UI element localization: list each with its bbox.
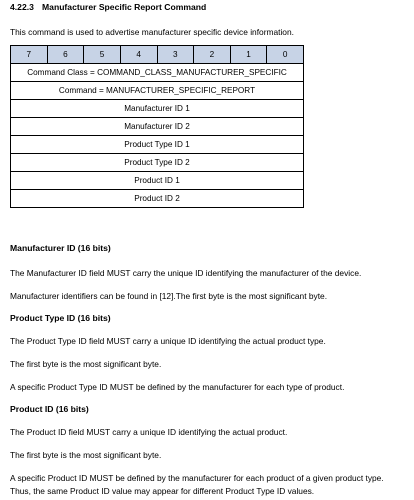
product-id-paragraph-1: The Product ID field MUST carry a unique ID identifying the actual product.	[10, 427, 288, 437]
table-row	[11, 100, 304, 118]
product-id-paragraph-3-line-2: Thus, the same Product ID value may appear for different Product Type ID values.	[10, 486, 315, 496]
table-row	[11, 82, 304, 100]
manufacturer-id-paragraph-1: The Manufacturer ID field MUST carry the unique ID identifying the manufacturer of the device.	[10, 268, 362, 278]
product-id-2-cell: Product ID 2	[11, 190, 304, 208]
product-type-id-paragraph-3: A specific Product Type ID MUST be defined by the manufacturer for each type of product.	[10, 382, 345, 392]
product-id-heading: Product ID (16 bits)	[10, 404, 89, 414]
manufacturer-id-1-cell: Manufacturer ID 1	[11, 100, 304, 118]
table-row	[11, 64, 304, 82]
section-title-text: Manufacturer Specific Report Command	[42, 2, 207, 12]
manufacturer-id-paragraph-2: Manufacturer identifiers can be found in [12].The first byte is the most significant byte.	[10, 291, 328, 301]
bit-1-cell: 1	[230, 46, 267, 64]
table-row	[11, 190, 304, 208]
table-row	[11, 136, 304, 154]
product-id-1-cell: Product ID 1	[11, 172, 304, 190]
product-id-paragraph-3-line-1: A specific Product ID MUST be defined by the manufacturer for each product of a given product type.	[10, 473, 384, 483]
bit-4-cell: 4	[120, 46, 157, 64]
product-type-id-paragraph-1: The Product Type ID field MUST carry a unique ID identifying the actual product type.	[10, 336, 326, 346]
section-number: 4.22.3	[10, 2, 34, 12]
product-type-id-1-cell: Product Type ID 1	[11, 136, 304, 154]
bit-0-cell: 0	[267, 46, 304, 64]
product-type-id-paragraph-2: The first byte is the most significant byte.	[10, 359, 162, 369]
product-type-id-2-cell: Product Type ID 2	[11, 154, 304, 172]
section-title	[10, 2, 206, 12]
table-row	[11, 154, 304, 172]
command-class-cell: Command Class = COMMAND_CLASS_MANUFACTURER_SPECIFIC	[11, 64, 304, 82]
table-row	[11, 172, 304, 190]
product-id-paragraph-2: The first byte is the most significant byte.	[10, 450, 162, 460]
bit-6-cell: 6	[47, 46, 84, 64]
product-type-id-heading: Product Type ID (16 bits)	[10, 313, 111, 323]
command-cell: Command = MANUFACTURER_SPECIFIC_REPORT	[11, 82, 304, 100]
bit-5-cell: 5	[84, 46, 121, 64]
table-row	[11, 118, 304, 136]
bit-header-row	[11, 46, 304, 64]
bit-3-cell: 3	[157, 46, 194, 64]
bit-2-cell: 2	[194, 46, 231, 64]
bit-7-cell: 7	[11, 46, 48, 64]
intro-paragraph: This command is used to advertise manufacturer specific device information.	[10, 27, 294, 37]
command-format-table	[10, 45, 304, 208]
manufacturer-id-2-cell: Manufacturer ID 2	[11, 118, 304, 136]
manufacturer-id-heading: Manufacturer ID (16 bits)	[10, 243, 111, 253]
